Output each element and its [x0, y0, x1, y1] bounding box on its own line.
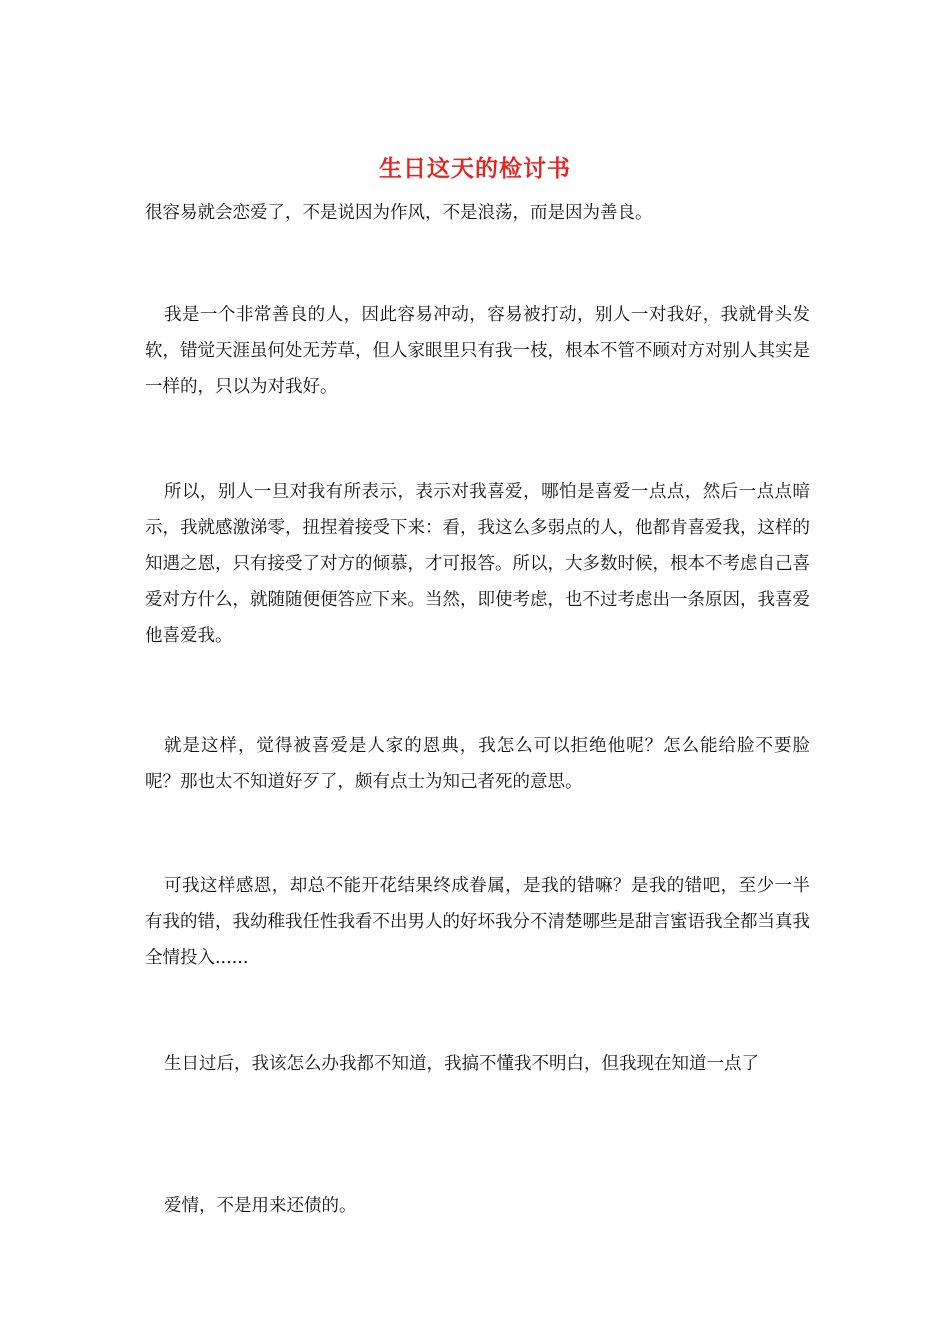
document-title: 生日这天的检讨书	[379, 155, 571, 182]
paragraph-gratitude: 就是这样，觉得被喜爱是人家的恩典，我怎么可以拒绝他呢？怎么能给脸不要脸呢？那也太不知道好歹了，颇有点士为知己者死的意思。	[145, 736, 810, 792]
paragraph-kindness: 我是一个非常善良的人，因此容易冲动，容易被打动，别人一对我好，我就骨头发软，错觉天涯虽何处无芳草，但人家眼里只有我一枝，根本不管不顾对方对别人其实是一样的，只以为对我好。	[145, 305, 810, 397]
paragraph-intro: 很容易就会恋爱了，不是说因为作风，不是浪荡，而是因为善良。	[145, 203, 653, 223]
paragraph-acceptance: 所以，别人一旦对我有所表示，表示对我喜爱，哪怕是喜爱一点点，然后一点点暗示，我就感激涕零，扭捏着接受下来：看，我这么多弱点的人，他都肯喜爱我，这样的知遇之恩，只有接受了对方的倾慕，才可报答。所以，大多数时候，根本不考虑自己喜爱对方什么，就随随便便答应下来。当然，即使考虑，也不过考虑出一条原因，我喜爱他喜爱我。	[145, 482, 810, 646]
paragraph-fault: 可我这样感恩，却总不能开花结果终成眷属，是我的错嘛？是我的错吧，至少一半有我的错，我幼稚我任性我看不出男人的好坏我分不清楚哪些是甜言蜜语我全都当真我全情投入......	[145, 876, 810, 968]
paragraph-after-birthday: 生日过后，我该怎么办我都不知道，我搞不懂我不明白，但我现在知道一点了	[164, 1054, 759, 1074]
paragraph-conclusion: 爱情，不是用来还债的。	[164, 1196, 357, 1216]
